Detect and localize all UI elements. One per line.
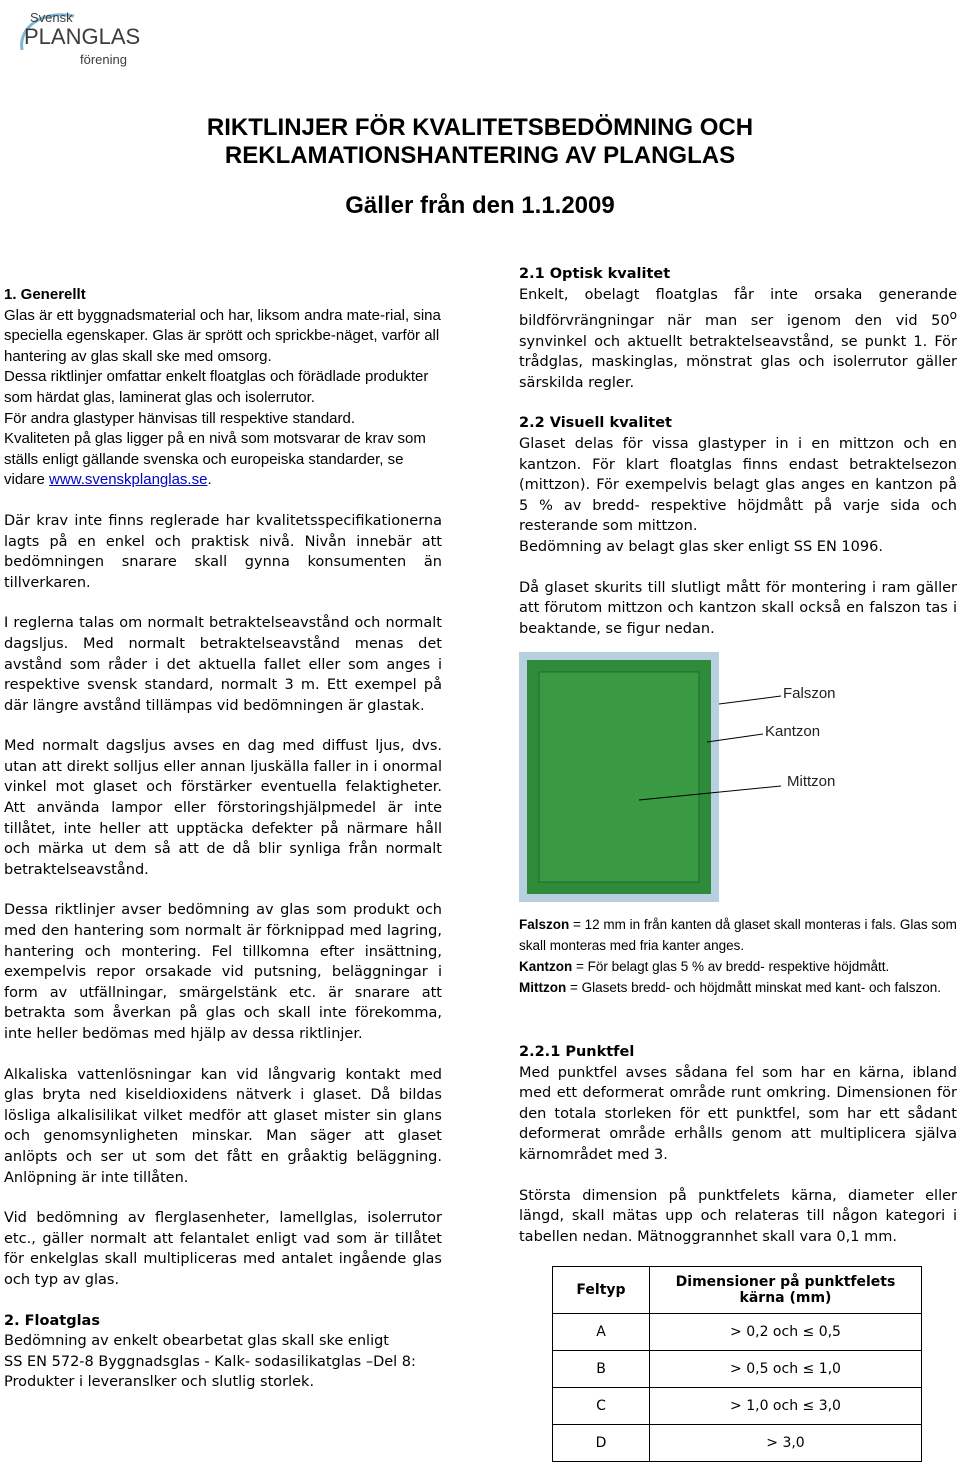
table-row	[553, 1314, 922, 1351]
table-row	[553, 1425, 922, 1462]
optical-text-b: synvinkel och aktuellt betraktelseavstånd, se punkt 1. För trådglas, maskinglas, mönstrat glas och isolerrutor gäller särskilda regler.	[519, 333, 957, 391]
mittzon-area	[539, 672, 699, 882]
table-cell-type: D	[553, 1425, 650, 1462]
legend-falszon-text: = 12 mm in från kanten då glaset skall monteras i fals. Glas som skall monteras med fria kanter anges.	[519, 917, 957, 953]
right-column	[519, 264, 957, 639]
valid-from-date: Gäller från den 1.1.2009	[345, 192, 615, 219]
logo-text-line2: PLANGLAS	[24, 24, 141, 49]
table-header-feltyp: Feltyp	[553, 1267, 650, 1314]
paragraph-alkaline: Alkaliska vattenlösningar kan vid långvarig kontakt med glas bryta ned kiseldioxidens nätverk i glaset. Då bildas lösliga alkalisilikat vilket medför att glaset mister sin glans och genomsynligheten minskar. Man säger att glaset anlöpts och ser ut som det fått en gråaktig beläggning. Anlöpning är inte tillåten.	[4, 1066, 442, 1186]
table-cell-range: > 0,5 och ≤ 1,0	[650, 1351, 922, 1388]
document-title-line2: REKLAMATIONSHANTERING AV PLANGLAS	[224, 142, 736, 169]
table-cell-range: > 0,2 och ≤ 0,5	[650, 1314, 922, 1351]
section-heading-floatglas: 2. Floatglas	[4, 1312, 100, 1329]
table-row	[553, 1351, 922, 1388]
paragraph-daylight: Med normalt dagsljus avses en dag med diffust ljus, dvs. utan att direkt solljus eller annan ljuskälla faller in i onormal vinkel mot glaset och förstärker eventuella felaktigheter. Att använda lampor eller förstoringshjälpmedel är inte tillåtet, inte heller att upptäcka defekter på närmare håll och märka ut dem så att de då blir synliga från normalt betraktelseavstånd.	[4, 738, 442, 878]
table-cell-range: > 1,0 och ≤ 3,0	[650, 1388, 922, 1425]
section-heading-generellt: 1. Generellt	[4, 286, 86, 303]
zone-figure	[519, 652, 959, 902]
paragraph-simple-level: Där krav inte finns reglerade har kvalitetsspecifikationerna lagts på en enkel och praktisk nivå. Nivån innebär att bedömningen snarare skall gynna konsumenten än tillverkaren.	[4, 512, 442, 591]
paragraph-quality-level: Kvaliteten på glas ligger på en nivå som motsvarar de krav som ställs enligt gällande svenska och europeiska standarder, se vidare www.svenskplanglas.se.	[4, 430, 426, 489]
section-heading-optisk: 2.1 Optisk kvalitet	[519, 266, 671, 282]
kantzon-label: Kantzon	[765, 723, 821, 740]
table-cell-type: C	[553, 1388, 650, 1425]
legend-mittzon-term: Mittzon	[519, 980, 567, 995]
defect-size-table	[552, 1266, 922, 1462]
paragraph-punktfel-measure: Största dimension på punktfelets kärna, diameter eller längd, skall mätas upp och relateras till någon kategori i tabellen nedan. Mätnoggrannhet skall vara 0,1 mm.	[519, 1187, 957, 1245]
legend-mittzon-text: = Glasets bredd- och höjdmått minskat med kant- och falszon.	[570, 980, 942, 995]
website-link[interactable]: www.svenskplanglas.se	[49, 471, 208, 489]
logo-text-line1: Svensk	[30, 10, 73, 25]
left-column	[4, 285, 442, 1393]
legend-falszon	[519, 914, 959, 956]
zone-legend	[519, 914, 959, 998]
paragraph-frame-mounting: Då glaset skurits till slutligt mått för montering i ram gäller att förutom mittzon och kantzon skall också en falszon tas i beaktande, se figur nedan.	[519, 579, 957, 637]
document-title-line1: RIKTLINJER FÖR KVALITETSBEDÖMNING OCH	[206, 114, 754, 141]
paragraph-coated-glass: Bedömning av belagt glas sker enligt SS EN 1096.	[519, 538, 883, 555]
mittzon-label: Mittzon	[787, 773, 836, 790]
paragraph-floatglas-b: SS EN 572-8 Byggnadsglas - Kalk- sodasilikatglas –Del 8: Produkter i leveranslker och slutlig storlek.	[4, 1353, 416, 1391]
table-row	[553, 1388, 922, 1425]
legend-kantzon-text: = För belagt glas 5 % av bredd- respektive höjdmått.	[576, 959, 890, 974]
paragraph-punktfel-definition: Med punktfel avses sådana fel som har en kärna, ibland med ett deformerat område runt omkring. Dimensionen för den totala storleken för ett punktfel, som har ett sådant deformerat område erhålls genom att multiplicera själva kärnområdet med 3.	[519, 1064, 957, 1163]
legend-kantzon	[519, 956, 959, 977]
paragraph-multiple-glass: Vid bedömning av flerglasenheter, lamellglas, isolerrutor etc., gäller normalt att felantalet enligt vad som är tillåtet för enkelglas skall multipliceras med antalet ingående glas och typ av glas.	[4, 1210, 442, 1288]
table-header-row	[553, 1267, 922, 1314]
table-cell-type: A	[553, 1314, 650, 1351]
paragraph-zones: Glaset delas för vissa glastyper in i en mittzon och en kantzon. För klart floatglas finns endast betraktelsezon (mittzon). För exempelvis belagt glas anges en kantzon på 5 % av bredd- respektive höjdmått på varje sida och resterande som mittzon.	[519, 435, 957, 535]
paragraph-scope: Dessa riktlinjer omfattar enkelt floatglas och förädlade produkter som härdat glas, laminerat glas och isolerrutor.	[4, 368, 429, 406]
svensk-planglas-logo	[14, 6, 154, 70]
table-cell-range: > 3,0	[650, 1425, 922, 1462]
degree-superscript: o	[949, 308, 957, 323]
paragraph-optical	[519, 285, 957, 394]
optical-text-a: Enkelt, obelagt floatglas får inte orsaka generande bildförvrängningar när man ser igenom den vid 50	[519, 286, 957, 330]
falszon-pointer	[719, 696, 781, 704]
legend-kantzon-term: Kantzon	[519, 959, 573, 974]
paragraph-other-types: För andra glastyper hänvisas till respektive standard.	[4, 409, 356, 427]
paragraph-viewing-distance: I reglerna talas om normalt betraktelseavstånd och normalt dagsljus. Med normalt betraktelseavstånd menas det avstånd som råder i det aktuella fallet eller som anges i respektive svensk standard, normalt 3 m. Ett exempel på där längre avstånd tillämpas vid bedömningen är glastak.	[4, 615, 442, 714]
falszon-label: Falszon	[783, 685, 836, 702]
logo-text-line3: förening	[80, 52, 127, 67]
section-heading-punktfel: 2.2.1 Punktfel	[519, 1044, 635, 1060]
quality-level-text: Kvaliteten på glas ligger på en nivå som motsvarar de krav som ställs enligt gällande svenska och europeiska standarder, se vidare	[4, 430, 426, 489]
paragraph-product-assessment: Dessa riktlinjer avser bedömning av glas som produkt och med den hantering som normalt är förknippad med lagring, hantering och montering. Fel tillkomna efter insättning, exempelvis repor orsakade vid putsning, beläggningar i form av utfällningar, smärgelstänk etc. är snarare att betrakta som åverkan på glas och skall inte förekomma, inte heller bedömas med hjälp av dessa riktlinjer.	[4, 902, 442, 1042]
paragraph-glas-material: Glas är ett byggnadsmaterial och har, liksom andra mate-rial, sina speciella egenskaper. Glas är sprött och sprickbe-näget, varför all hantering av glas skall ske med omsorg.	[4, 306, 441, 365]
legend-mittzon	[519, 977, 959, 998]
table-cell-type: B	[553, 1351, 650, 1388]
section-heading-visuell: 2.2 Visuell kvalitet	[519, 415, 672, 432]
legend-falszon-term: Falszon	[519, 917, 570, 932]
paragraph-floatglas-a: Bedömning av enkelt obearbetat glas skall ske enligt	[4, 1333, 389, 1350]
punktfel-section	[519, 1042, 957, 1247]
table-header-dimensions: Dimensioner på punktfelets kärna (mm)	[650, 1267, 922, 1314]
